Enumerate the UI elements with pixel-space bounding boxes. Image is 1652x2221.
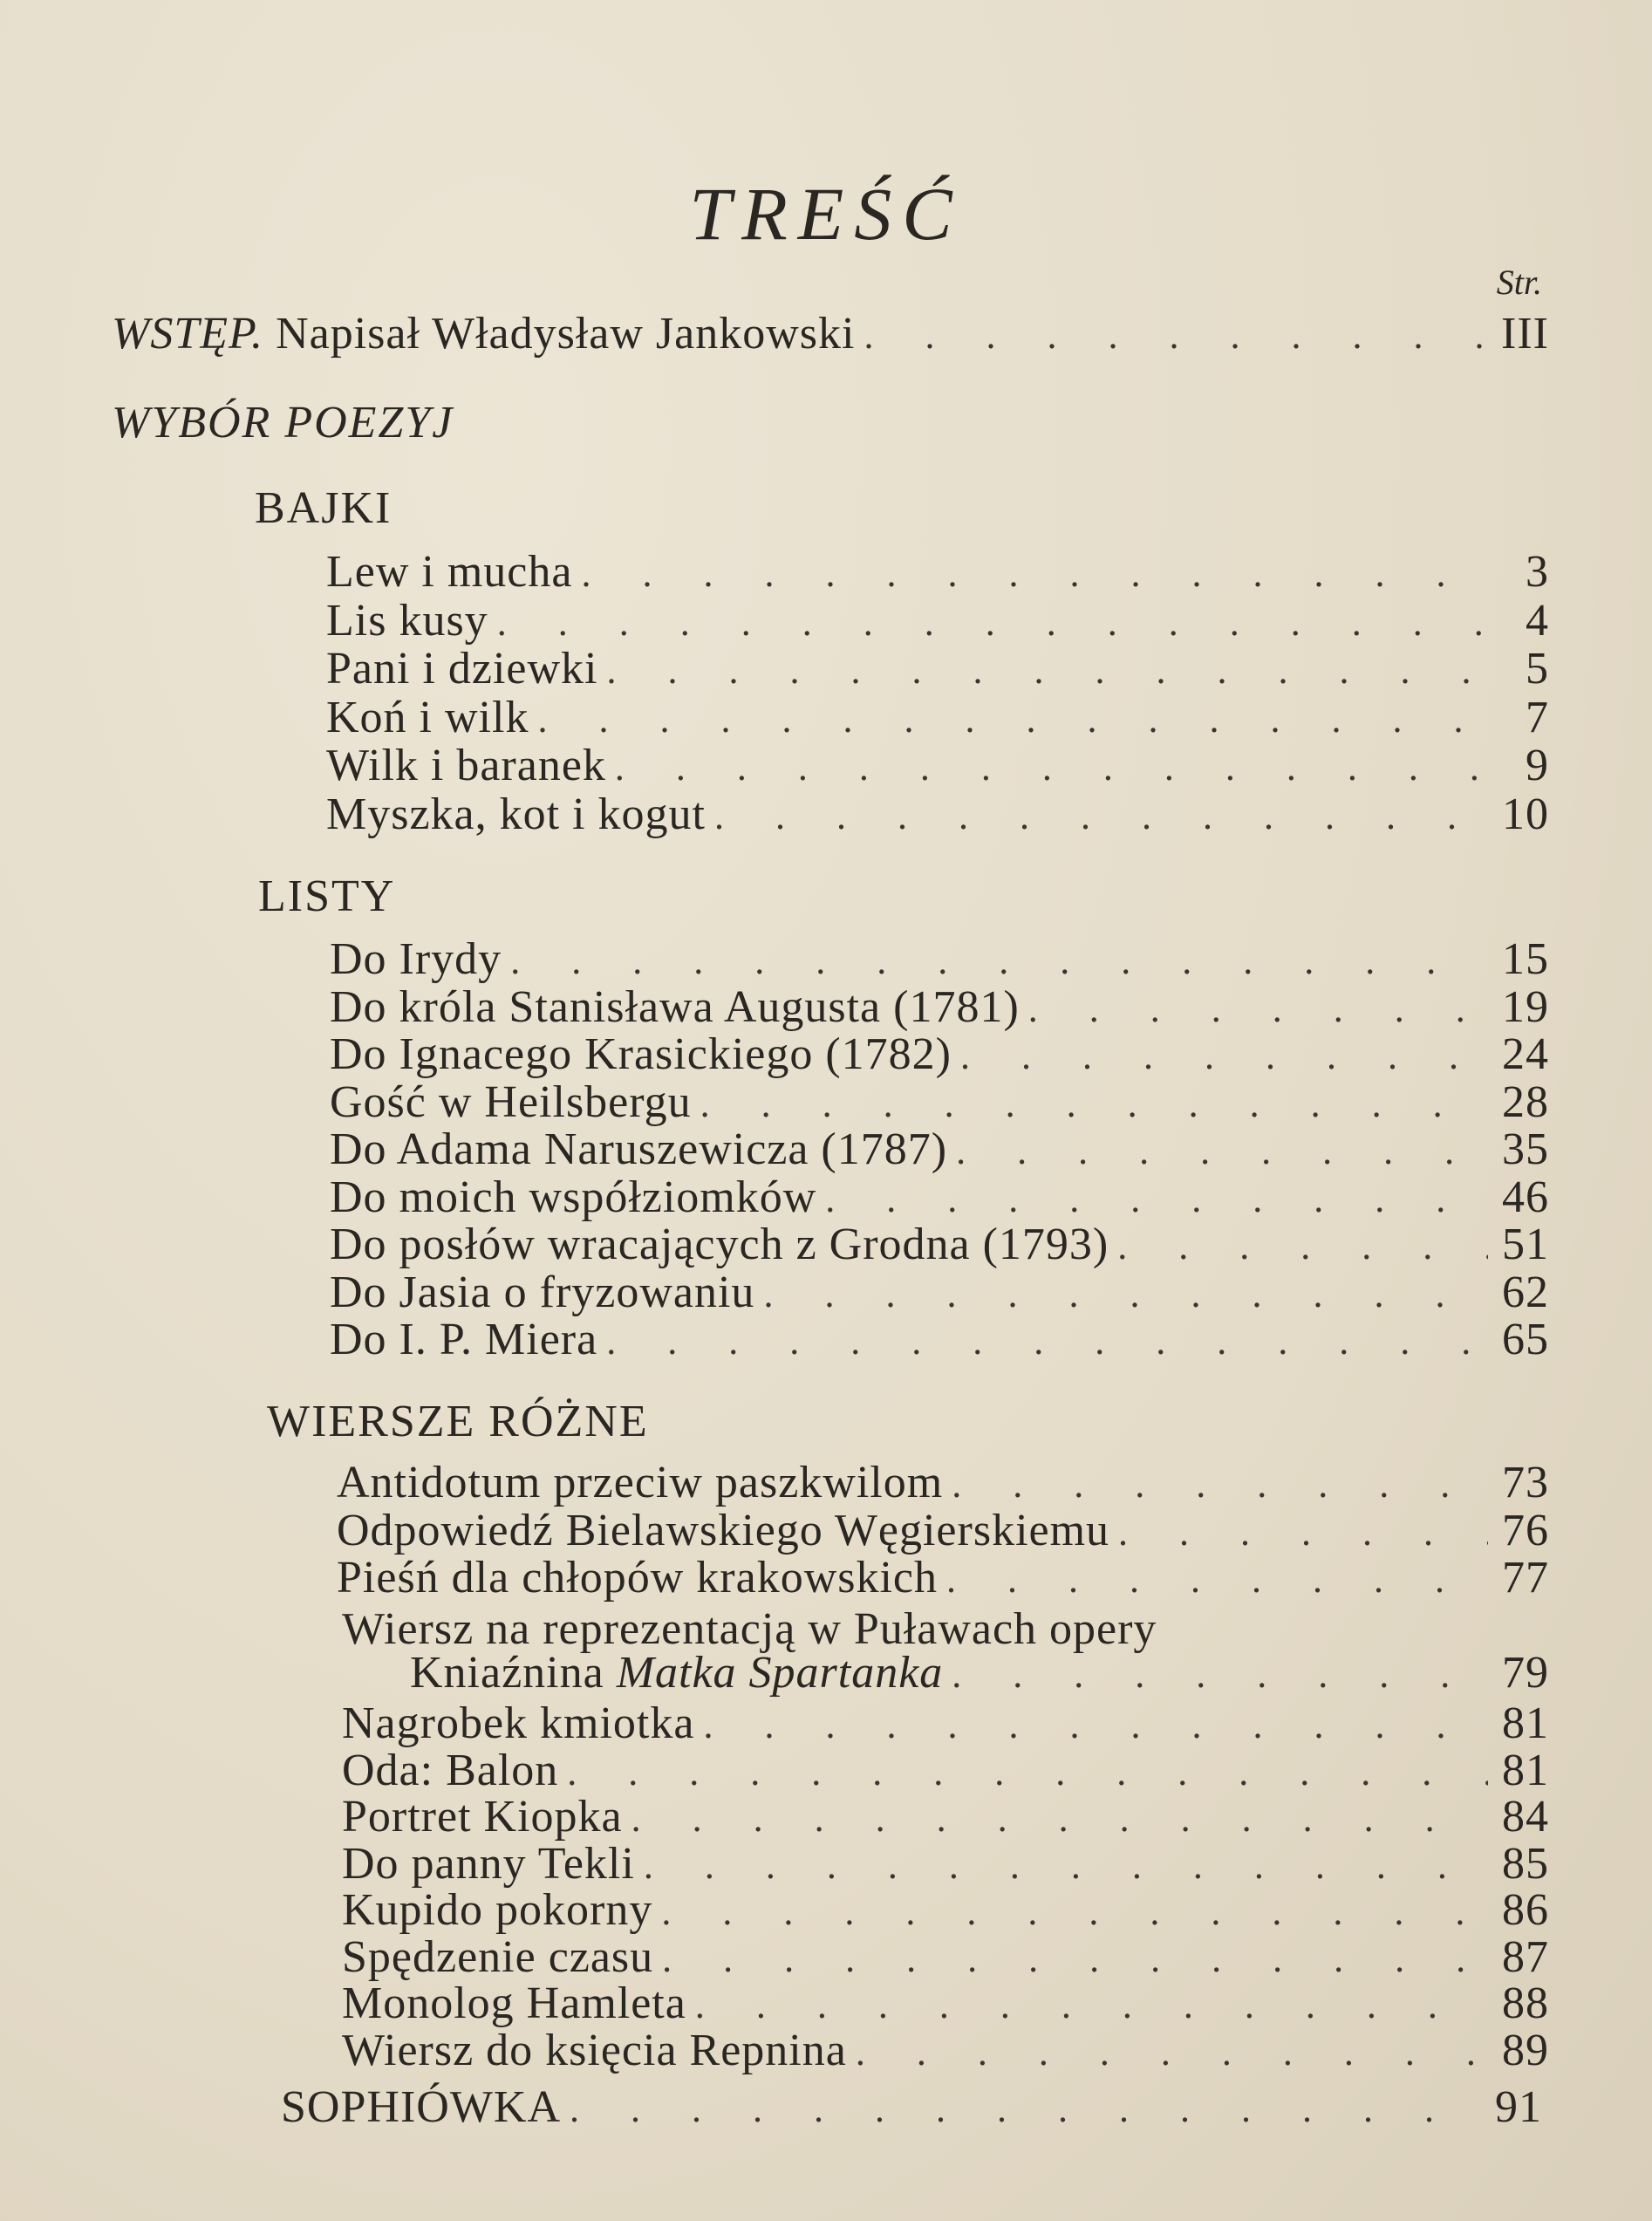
toc-entry [342,1746,1549,1797]
toc-entry [326,597,1549,647]
entry-title: Odpowiedź Bielawskiego Węgierskiemu [337,1505,1110,1555]
entry-title: Kupido pokorny [342,1885,653,1935]
toc-entry [342,1840,1549,1890]
page-number: 73 [1502,1458,1549,1507]
entry-title: Gość w Heilsbergu [330,1076,692,1127]
toc-entry [330,1316,1549,1366]
toc-entry [342,1793,1549,1843]
page-number: 5 [1526,644,1549,694]
page-number: 81 [1502,1745,1549,1795]
entry-title: Lew i mucha [326,547,573,597]
toc-entry [337,1459,1549,1509]
page-number: 28 [1502,1076,1549,1127]
toc-entry [342,1699,1549,1750]
toc-entry [330,1173,1549,1224]
leader-dots [1028,985,1488,1034]
entry-title: Do Adama Naruszewicza (1787) [330,1124,948,1174]
page-number: 81 [1502,1698,1549,1748]
toc-entry-multiline-line2 [410,1649,1549,1699]
page-number: 3 [1526,547,1549,597]
page-number: 85 [1502,1838,1549,1889]
toc-entry [326,741,1549,792]
toc-entry [330,1268,1549,1319]
entry-title: Spędzenie czasu [342,1931,654,1982]
toc-entry [342,1979,1549,2030]
entry-title: Do Ignacego Krasickiego (1782) [330,1029,952,1079]
entry-title: Oda: Balon [342,1745,559,1795]
entry-title: Pieśń dla chłopów krakowskich [337,1553,939,1603]
toc-entry-intro [112,310,1549,360]
page-number: 4 [1526,595,1549,646]
entry-title: Do Jasia o fryzowaniu [330,1267,755,1317]
page-number: 9 [1526,741,1549,790]
page-column-label: Str. [1496,263,1542,302]
page-number: 51 [1502,1220,1549,1269]
page-number: 24 [1502,1029,1549,1079]
leader-dots [763,1270,1488,1319]
entry-title: Do moich współziomków [330,1172,817,1222]
entry-title: Wilk i baranek [326,741,606,790]
page-number: 91 [1495,2082,1542,2132]
entry-title: Do I. P. Miera [330,1315,598,1364]
leader-dots [703,1701,1488,1750]
leader-dots [631,1794,1488,1843]
leader-dots [662,1935,1488,1984]
entry-title: Antidotum przeciw paszkwilom [337,1458,944,1507]
entry-title: Lis kusy [326,595,488,646]
leader-dots [695,1981,1488,2030]
page-number: 10 [1502,789,1549,839]
page-number: 79 [1502,1648,1549,1698]
opera-title: Matka Spartanka [616,1648,944,1698]
toc-entry [342,1933,1549,1984]
entry-title: Do Irydy [330,934,502,984]
page-number: 84 [1502,1792,1549,1842]
leader-dots [856,2028,1488,2077]
page-number: 88 [1502,1978,1549,2028]
toc-entry [330,1030,1549,1081]
toc-entry [326,790,1549,841]
section-heading-wiersze: WIERSZE RÓŻNE [267,1397,649,1446]
page-number: 87 [1502,1931,1549,1982]
toc-entry [330,983,1549,1034]
toc-entry [330,1220,1549,1271]
entry-title: Pani i dziewki [326,644,598,694]
leader-dots [497,598,1488,647]
page-number: III [1501,309,1549,359]
section-heading-bajki: BAJKI [255,483,393,533]
leader-dots [661,1888,1488,1937]
page-number: 7 [1526,692,1549,742]
leader-dots [570,2085,1481,2134]
page-number: 35 [1502,1124,1549,1174]
entry-title: Do króla Stanisława Augusta (1781) [330,981,1020,1032]
toc-entry [337,1507,1549,1557]
intro-text: Napisał Władysław Jankowski [276,309,856,359]
page-number: 15 [1502,934,1549,984]
leader-dots [1117,1222,1488,1271]
leader-dots [952,1650,1488,1699]
leader-dots [1118,1508,1488,1557]
toc-entry-multiline-line1: Wiersz na reprezentacją w Puławach opery [342,1604,1157,1654]
page-number: 86 [1502,1885,1549,1935]
page-number: 89 [1502,2025,1549,2075]
leader-dots [956,1127,1488,1176]
entry-title: Wiersz do księcia Repnina [342,2025,847,2075]
page-number: 46 [1502,1172,1549,1222]
section-heading-listy: LISTY [258,871,396,921]
leader-dots [581,550,1488,598]
leader-dots [567,1748,1488,1797]
page-number: 19 [1502,981,1549,1032]
toc-entry [330,1078,1549,1129]
leader-dots [700,1080,1488,1129]
toc-entry [330,1125,1549,1176]
leader-dots [960,1032,1488,1081]
toc-entry [326,645,1549,695]
leader-dots [606,1317,1488,1366]
leader-dots [644,1842,1488,1890]
toc-entry [330,935,1549,986]
entry-title: Portret Kiopka [342,1792,623,1842]
leader-dots [607,646,1488,695]
page-number: 65 [1502,1315,1549,1364]
leader-dots [864,311,1488,360]
entry-title: Myszka, kot i kogut [326,789,706,839]
leader-dots [946,1555,1488,1604]
leader-dots [714,792,1488,841]
leader-dots [537,695,1488,744]
toc-entry [337,1554,1549,1604]
leader-dots [510,937,1488,986]
leader-dots [825,1175,1488,1224]
toc-entry [342,2026,1549,2077]
entry-title: Do panny Tekli [342,1838,635,1889]
part-title: WYBÓR POEZYJ [112,398,454,448]
intro-lead: WSTĘP. [112,309,264,359]
page-number: 77 [1502,1553,1549,1603]
entry-title: Koń i wilk [326,692,529,742]
toc-entry [326,548,1549,598]
page-title: TREŚĆ [689,172,963,256]
toc-entry [342,1886,1549,1937]
author-name: Kniaźnina [410,1648,604,1698]
page-number: 62 [1502,1267,1549,1317]
page-number: 76 [1502,1505,1549,1555]
leader-dots [615,743,1488,792]
toc-entry [326,694,1549,744]
entry-title: SOPHIÓWKA [281,2082,561,2132]
entry-title: Do posłów wracających z Grodna (1793) [330,1220,1109,1269]
toc-entry-sophiowka [281,2083,1542,2134]
entry-title: Monolog Hamleta [342,1978,686,2028]
leader-dots [952,1460,1488,1509]
entry-title: Nagrobek kmiotka [342,1698,695,1748]
